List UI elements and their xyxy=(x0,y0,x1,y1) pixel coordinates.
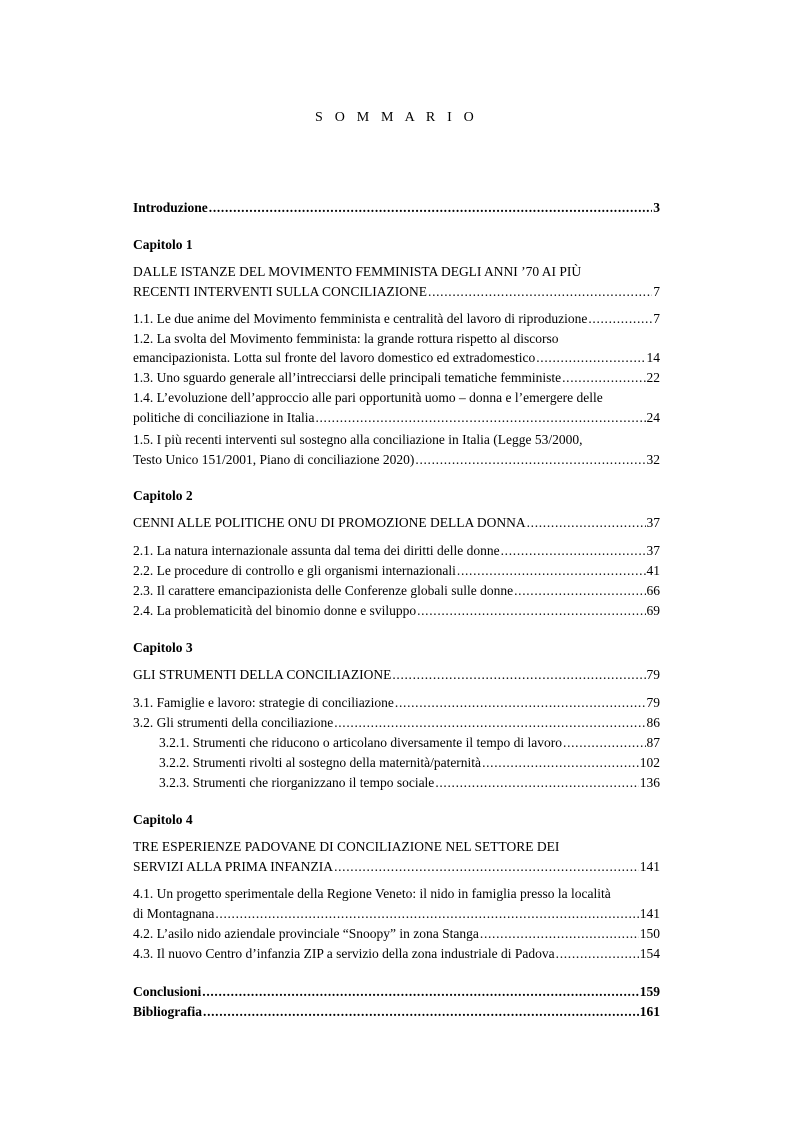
toc-entry-section[interactable]: politiche di conciliazione in Italia . . . 24 xyxy=(133,410,660,426)
toc-entry-section[interactable]: 1.3. Uno sguardo generale all’intrecciarsi delle principali tematiche femministe . . . 22 xyxy=(133,370,660,386)
page-number: 69 xyxy=(646,603,660,618)
toc-entry-section[interactable]: 2.1. La natura internazionale assunta dal tema dei diritti delle donne . . . 37 xyxy=(133,543,660,559)
toc-entry-chapter[interactable]: CENNI ALLE POLITICHE ONU DI PROMOZIONE DELLA DONNA . . . 37 xyxy=(133,515,660,531)
toc-entry-section[interactable]: di Montagnana . . . 141 xyxy=(133,906,660,922)
toc-entry-section[interactable]: emancipazionista. Lotta sul fronte del lavoro domestico ed extradomestico . . . 14 xyxy=(133,350,660,366)
page-number: 14 xyxy=(646,350,660,365)
chapter-heading: Capitolo 3 xyxy=(133,640,193,655)
page-number: 3 xyxy=(653,200,660,215)
page-title: S O M M A R I O xyxy=(315,110,478,125)
chapter-heading: Capitolo 4 xyxy=(133,812,193,827)
toc-entry-subsection[interactable]: 3.2.2. Strumenti rivolti al sostegno della maternità/paternità . . . 102 xyxy=(159,755,660,771)
page-number: 32 xyxy=(646,452,660,467)
page-number: 79 xyxy=(646,695,660,710)
toc-entry-section[interactable]: 3.1. Famiglie e lavoro: strategie di conciliazione . . . 79 xyxy=(133,695,660,711)
toc-entry-section[interactable]: 1.1. Le due anime del Movimento femminista e centralità del lavoro di riproduzione . . . 7 xyxy=(133,311,660,327)
chapter-title: TRE ESPERIENZE PADOVANE DI CONCILIAZIONE NEL SETTORE DEI xyxy=(133,839,560,854)
page-number: 37 xyxy=(646,515,660,530)
toc-entry-section[interactable]: 4.2. L’asilo nido aziendale provinciale “Snoopy” in zona Stanga . . . 150 xyxy=(133,926,660,942)
toc-entry-chapter[interactable]: SERVIZI ALLA PRIMA INFANZIA . . . 141 xyxy=(133,859,660,875)
toc-entry-conclusion[interactable]: Conclusioni . . . 159 xyxy=(133,984,660,1000)
toc-entry-line: 1.5. I più recenti interventi sul sostegno alla conciliazione in Italia (Legge 53/2000, xyxy=(133,432,583,447)
chapter-heading: Capitolo 2 xyxy=(133,488,193,503)
page-number: 161 xyxy=(639,1004,660,1019)
toc-entry-bibliography[interactable]: Bibliografia . . . 161 xyxy=(133,1004,660,1020)
page-number: 86 xyxy=(646,715,660,730)
toc-entry-section[interactable]: 2.3. Il carattere emancipazionista delle Conferenze globali sulle donne . . . 66 xyxy=(133,583,660,599)
page-number: 102 xyxy=(639,755,660,770)
page-number: 141 xyxy=(639,859,660,874)
toc-entry-section[interactable]: 2.4. La problematicità del binomio donne e sviluppo . . . 69 xyxy=(133,603,660,619)
page-number: 66 xyxy=(646,583,660,598)
page-number: 150 xyxy=(639,926,660,941)
chapter-title: DALLE ISTANZE DEL MOVIMENTO FEMMINISTA DEGLI ANNI ’70 AI PIÙ xyxy=(133,264,582,279)
toc-entry-introduction[interactable]: Introduzione . . . 3 xyxy=(133,200,660,216)
page-number: 7 xyxy=(653,311,660,326)
toc-entry-section[interactable]: 4.3. Il nuovo Centro d’infanzia ZIP a servizio della zona industriale di Padova . . . 154 xyxy=(133,946,660,962)
page-number: 141 xyxy=(639,906,660,921)
chapter-heading: Capitolo 1 xyxy=(133,237,193,252)
toc-entry-subsection[interactable]: 3.2.1. Strumenti che riducono o articolano diversamente il tempo di lavoro . . . 87 xyxy=(159,735,660,751)
page-number: 79 xyxy=(646,667,660,682)
toc-entry-line: 1.4. L’evoluzione dell’approccio alle pari opportunità uomo – donna e l’emergere delle xyxy=(133,390,603,405)
page-number: 136 xyxy=(639,775,660,790)
page-number: 24 xyxy=(646,410,660,425)
page-number: 7 xyxy=(653,284,660,299)
toc-entry-line: 4.1. Un progetto sperimentale della Regione Veneto: il nido in famiglia presso la località xyxy=(133,886,611,901)
page-number: 41 xyxy=(646,563,660,578)
toc-entry-section[interactable]: 3.2. Gli strumenti della conciliazione . . . 86 xyxy=(133,715,660,731)
toc-entry-line: 1.2. La svolta del Movimento femminista: la grande rottura rispetto al discorso xyxy=(133,331,559,346)
page-number: 154 xyxy=(639,946,660,961)
page-number: 37 xyxy=(646,543,660,558)
toc-entry-section[interactable]: 2.2. Le procedure di controllo e gli organismi internazionali . . . 41 xyxy=(133,563,660,579)
page-number: 22 xyxy=(646,370,660,385)
toc-entry-chapter[interactable]: RECENTI INTERVENTI SULLA CONCILIAZIONE . . . 7 xyxy=(133,284,660,300)
toc-entry-subsection[interactable]: 3.2.3. Strumenti che riorganizzano il tempo sociale . . . 136 xyxy=(159,775,660,791)
page-number: 159 xyxy=(639,984,660,999)
toc-entry-section[interactable]: Testo Unico 151/2001, Piano di conciliazione 2020) . . . 32 xyxy=(133,452,660,468)
toc-entry-chapter[interactable]: GLI STRUMENTI DELLA CONCILIAZIONE . . . 79 xyxy=(133,667,660,683)
page-number: 87 xyxy=(646,735,660,750)
